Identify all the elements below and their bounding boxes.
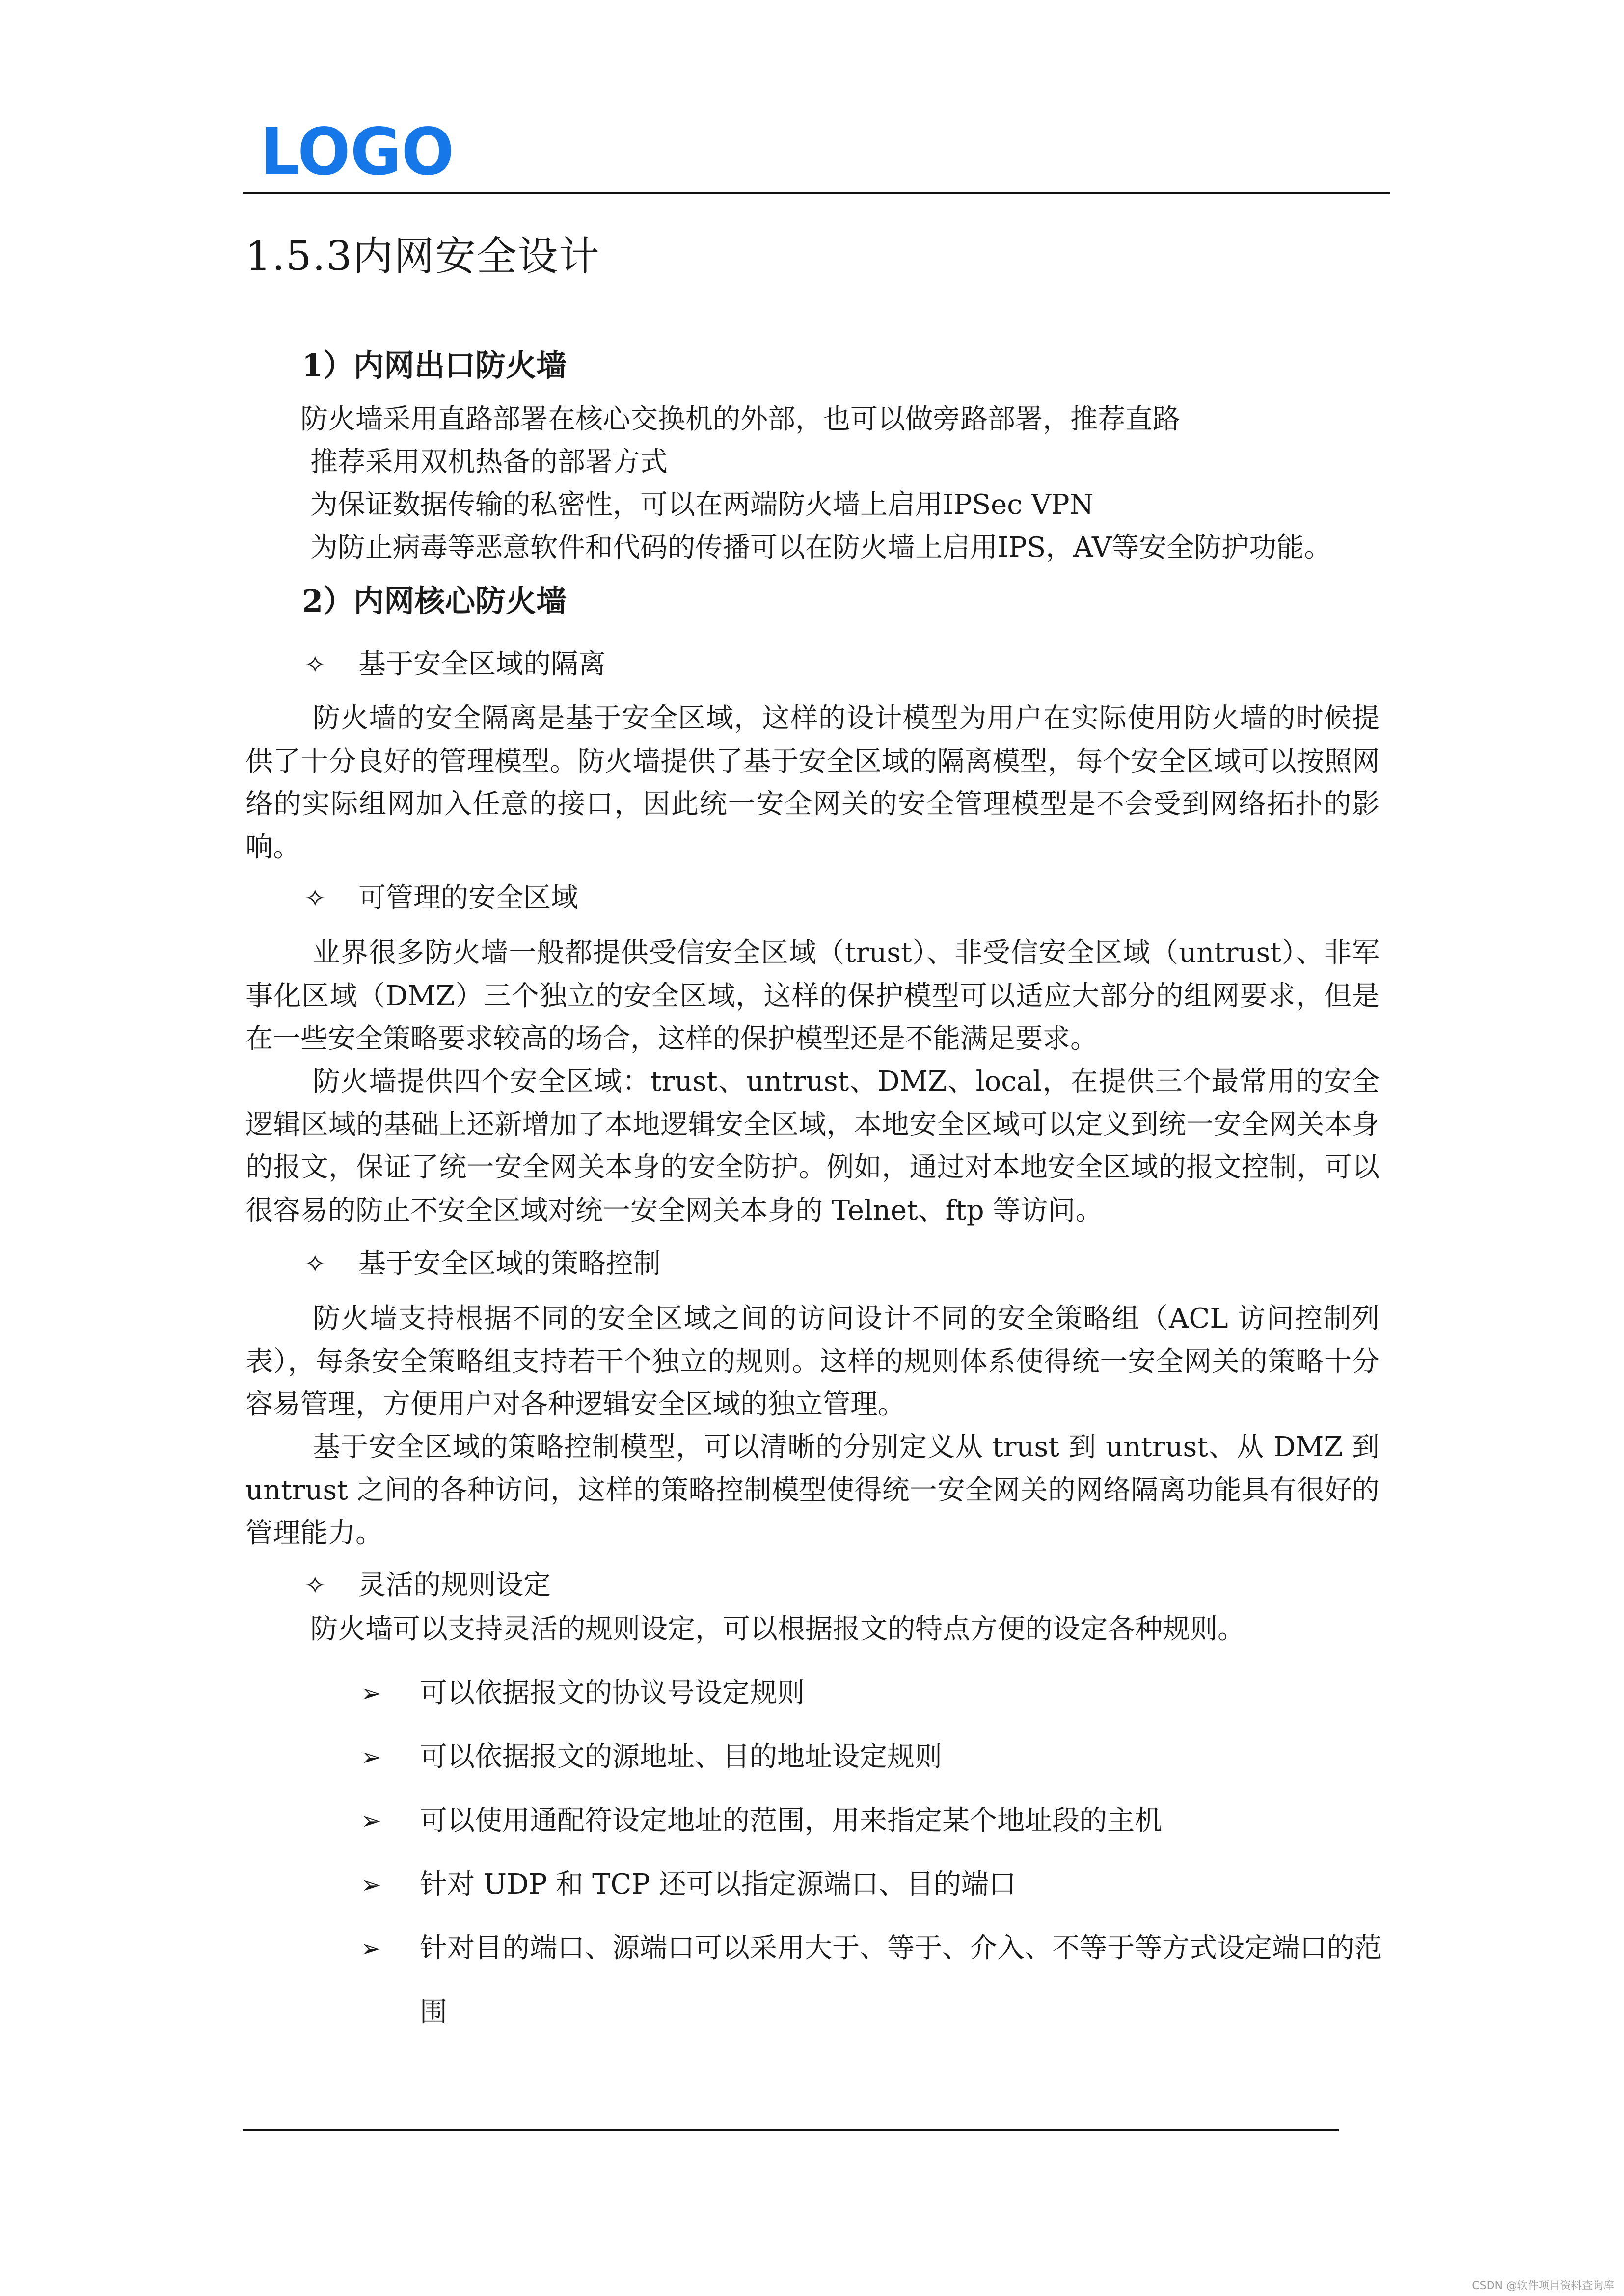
list-item	[361, 1917, 1382, 2044]
list-item	[361, 1725, 1382, 1789]
feature-heading-label: 基于安全区域的策略控制	[358, 1248, 661, 1280]
feature-heading-label: 可管理的安全区域	[358, 882, 578, 914]
sub1-line-4: 为防止病毒等恶意软件和代码的传播可以在防火墙上启用IPS，AV等安全防护功能。	[310, 532, 1332, 563]
sub1-line-1: 防火墙采用直路部署在核心交换机的外部，也可以做旁路部署，推荐直路	[300, 403, 1180, 435]
diamond-bullet-icon: ✧	[304, 1571, 326, 1601]
subsection-heading-2: 2）内网核心防火墙	[302, 583, 567, 619]
sub1-line-3: 为保证数据传输的私密性，可以在两端防火墙上启用IPSec VPN	[310, 489, 1094, 521]
list-item-text: 可以使用通配符设定地址的范围，用来指定某个地址段的主机	[420, 1805, 1162, 1837]
feature-heading-manageable-zones	[304, 879, 578, 918]
feature-heading-label: 灵活的规则设定	[358, 1569, 551, 1601]
paragraph: 基于安全区域的策略控制模型，可以清晰的分别定义从 trust 到 untrust、从 DMZ 到 untrust 之间的各种访问，这样的策略控制模型使得统一安全网关的网络隔离功能具有很好的管理能力。	[245, 1431, 1380, 1549]
sub1-line-2: 推荐采用双机热备的部署方式	[310, 446, 668, 478]
feature-heading-policy-control	[304, 1244, 661, 1284]
diamond-bullet-icon: ✧	[304, 1250, 326, 1279]
arrow-bullet-icon: ➢	[361, 1743, 381, 1771]
arrow-bullet-icon: ➢	[361, 1679, 381, 1708]
list-item	[361, 1853, 1382, 1917]
header-rule	[243, 192, 1390, 194]
diamond-bullet-icon: ✧	[304, 884, 326, 913]
list-item-text: 可以依据报文的源地址、目的地址设定规则	[420, 1741, 942, 1773]
list-item-text: 针对 UDP 和 TCP 还可以指定源端口、目的端口	[420, 1869, 1016, 1900]
list-item	[361, 1789, 1382, 1853]
paragraph: 防火墙的安全隔离是基于安全区域，这样的设计模型为用户在实际使用防火墙的时候提供了十分良好的管理模型。防火墙提供了基于安全区域的隔离模型，每个安全区域可以按照网络的实际组网加入任意的接口，因此统一安全网关的安全管理模型是不会受到网络拓扑的影响。	[245, 702, 1380, 863]
flexible-rules-intro: 防火墙可以支持灵活的规则设定，可以根据报文的特点方便的设定各种规则。	[310, 1613, 1245, 1645]
arrow-bullet-icon: ➢	[361, 1870, 381, 1899]
list-item-text: 可以依据报文的协议号设定规则	[420, 1677, 805, 1709]
feature-heading-label: 基于安全区域的隔离	[358, 648, 606, 680]
diamond-bullet-icon: ✧	[304, 650, 326, 680]
paragraph: 业界很多防火墙一般都提供受信安全区域（trust）、非受信安全区域（untrust）、非军事化区域（DMZ）三个独立的安全区域，这样的保护模型可以适应大部分的组网要求，但是在一些安全策略要求较高的场合，这样的保护模型还是不能满足要求。	[245, 937, 1380, 1055]
logo	[260, 123, 457, 182]
list-item	[361, 1661, 1382, 1725]
svg-text:LOGO: LOGO	[260, 123, 454, 182]
paragraph: 防火墙提供四个安全区域：trust、untrust、DMZ、local，在提供三个最常用的安全逻辑区域的基础上还新增加了本地逻辑安全区域，本地安全区域可以定义到统一安全网关本身的报文，保证了统一安全网关本身的安全防护。例如，通过对本地安全区域的报文控制，可以很容易的防止不安全区域对统一安全网关本身的 Telnet、ftp 等访问。	[245, 1066, 1380, 1227]
watermark: CSDN @软件项目资料查询库	[1472, 2280, 1614, 2292]
paragraph: 防火墙支持根据不同的安全区域之间的访问设计不同的安全策略组（ACL 访问控制列表），每条安全策略组支持若干个独立的规则。这样的规则体系使得统一安全网关的策略十分容易管理，方便用户对各种逻辑安全区域的独立管理。	[245, 1303, 1380, 1420]
arrow-bullet-icon: ➢	[361, 1807, 381, 1835]
footer-rule	[243, 2129, 1339, 2131]
arrow-bullet-icon: ➢	[361, 1934, 381, 1963]
list-item-text: 针对目的端口、源端口可以采用大于、等于、介入、不等于等方式设定端口的范围	[420, 1932, 1382, 2028]
subsection-heading-1: 1）内网出口防火墙	[302, 347, 567, 383]
feature-heading-flexible-rules	[304, 1566, 551, 1605]
feature-heading-zone-isolation	[304, 645, 606, 685]
section-title: 1.5.3内网安全设计	[245, 233, 600, 280]
